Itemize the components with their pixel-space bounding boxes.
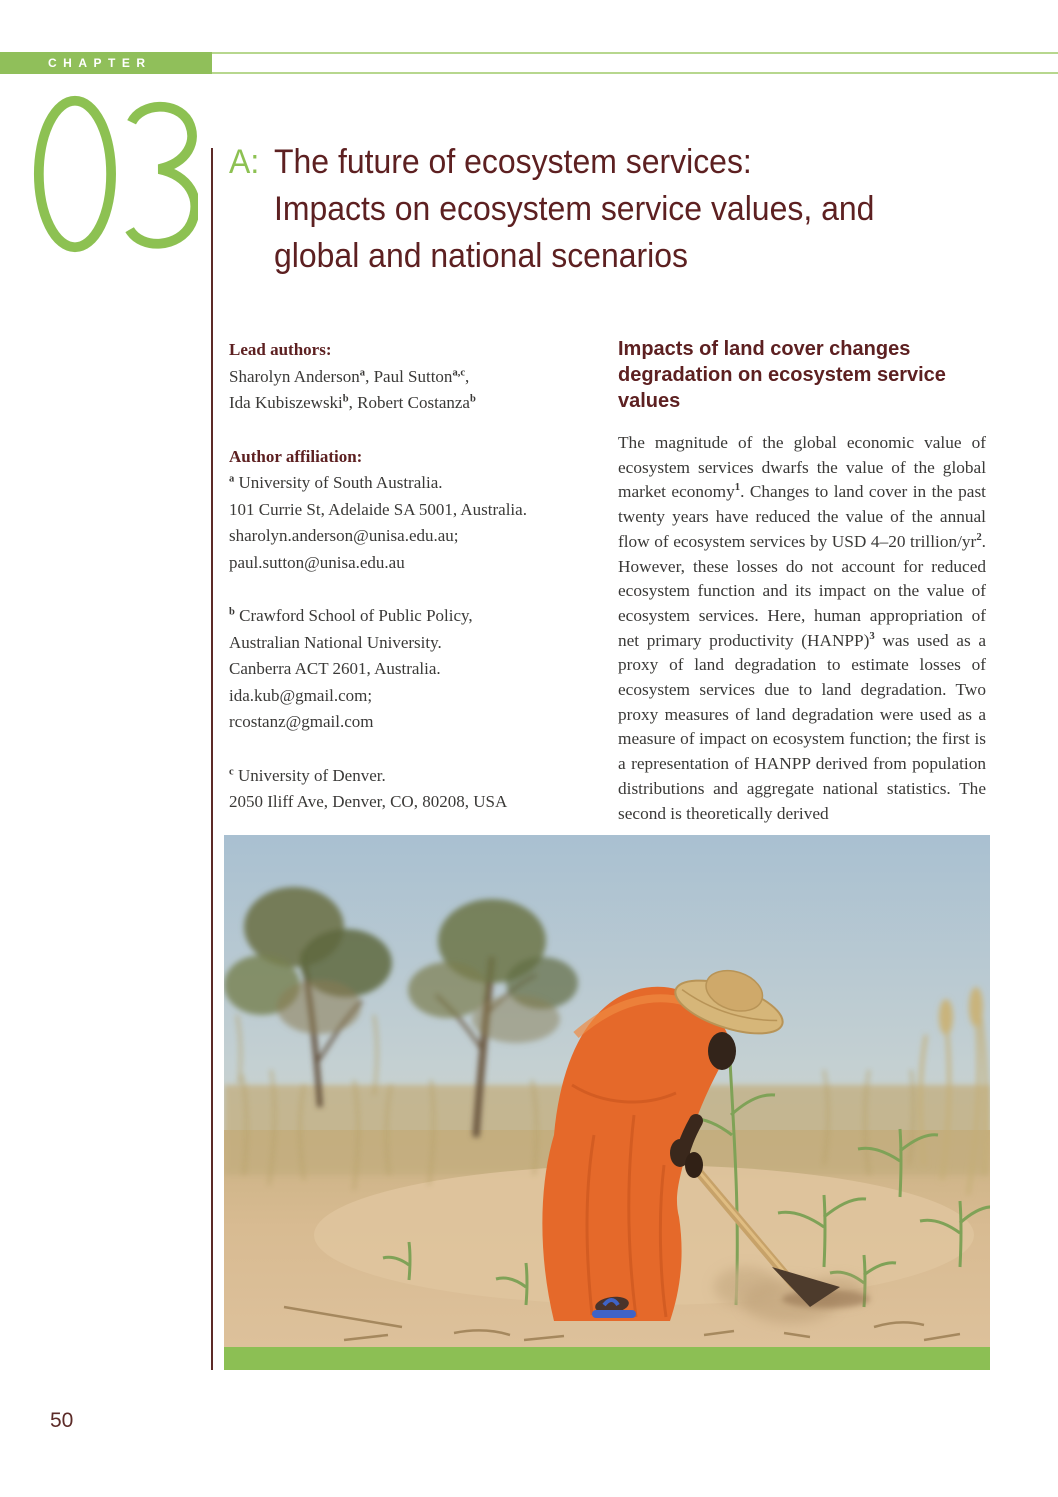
affiliation-email: sharolyn.anderson@unisa.edu.au; xyxy=(229,526,459,545)
affiliation-block-c xyxy=(229,763,601,816)
authors-column xyxy=(229,337,601,843)
affiliation-label: Author affiliation: xyxy=(229,446,363,466)
title-line: Impacts on ecosystem service values, and xyxy=(274,190,875,228)
affiliation-line: $^c$ University of Denver. xyxy=(229,765,386,785)
section-heading-line: Impacts of land cover changes xyxy=(618,338,911,360)
affiliation-block-b xyxy=(229,603,601,736)
lead-authors-block xyxy=(229,337,601,417)
field-worker-photo xyxy=(224,835,990,1370)
photo-footer-bar xyxy=(224,1347,990,1370)
article-column xyxy=(618,336,986,826)
chapter-number-03 xyxy=(32,92,198,256)
lead-authors-line: Sharolyn Anderson$^a$, Paul Sutton$^{a,c}$, xyxy=(229,366,470,386)
section-heading xyxy=(618,336,986,414)
chapter-banner xyxy=(0,52,1058,74)
affiliation-line: Australian National University. xyxy=(229,632,442,652)
affiliation-line: 101 Currie St, Adelaide SA 5001, Australia. xyxy=(229,499,527,519)
affiliation-line: $^b$ Crawford School of Public Policy, xyxy=(229,606,473,625)
affiliation-email: rcostanz@gmail.com xyxy=(229,712,374,731)
affiliation-line: 2050 Iliff Ave, Denver, CO, 80208, USA xyxy=(229,792,508,811)
affiliation-block-a xyxy=(229,444,601,577)
section-heading-line: values xyxy=(618,390,681,412)
chapter-title xyxy=(229,139,913,280)
affiliation-line: $^a$ University of South Australia. xyxy=(229,473,443,492)
title-line: The future of ecosystem services: xyxy=(274,143,752,181)
field-worker-photo-illustration xyxy=(224,835,990,1347)
body-paragraph: The magnitude of the global economic value of ecosystem services dwarfs the value of the global market economy$^1$. Changes to land cover in the past twenty years have reduced the value of the annual flow of ecosystem services by USD 4–20 trillion/$yr^2$. However, these losses do not account for reduced ecosystem function and its impact on the value of ecosystem services. Here, human appropriation of net primary productivity (HANPP)$^3$ was used as a proxy of land degradation to estimate losses of ecosystem services due to land degradation. Two proxy measures of land degradation were used as a measure of impact on ecosystem function; the first is a representation of HANPP derived from population distributions and aggregate national statistics. The second is theoretically derived xyxy=(618,433,986,823)
page-number: 50 xyxy=(50,1409,74,1432)
affiliation-email: paul.sutton@unisa.edu.au xyxy=(229,552,405,572)
affiliation-email: ida.kub@gmail.com; xyxy=(229,685,373,705)
lead-authors-line: Ida Kubiszewski$^b$, Robert Costanza$^b$ xyxy=(229,393,476,412)
section-heading-line: degradation on ecosystem service xyxy=(618,364,946,386)
lead-authors-label: Lead authors: xyxy=(229,340,332,359)
chapter-label: CHAPTER xyxy=(48,56,152,70)
title-prefix: A: xyxy=(229,143,260,181)
title-line: global and national scenarios xyxy=(274,237,689,275)
affiliation-line: Canberra ACT 2601, Australia. xyxy=(229,659,441,678)
title-text xyxy=(274,139,874,280)
chapter-label-block xyxy=(0,52,212,74)
vertical-rule xyxy=(211,148,213,1370)
